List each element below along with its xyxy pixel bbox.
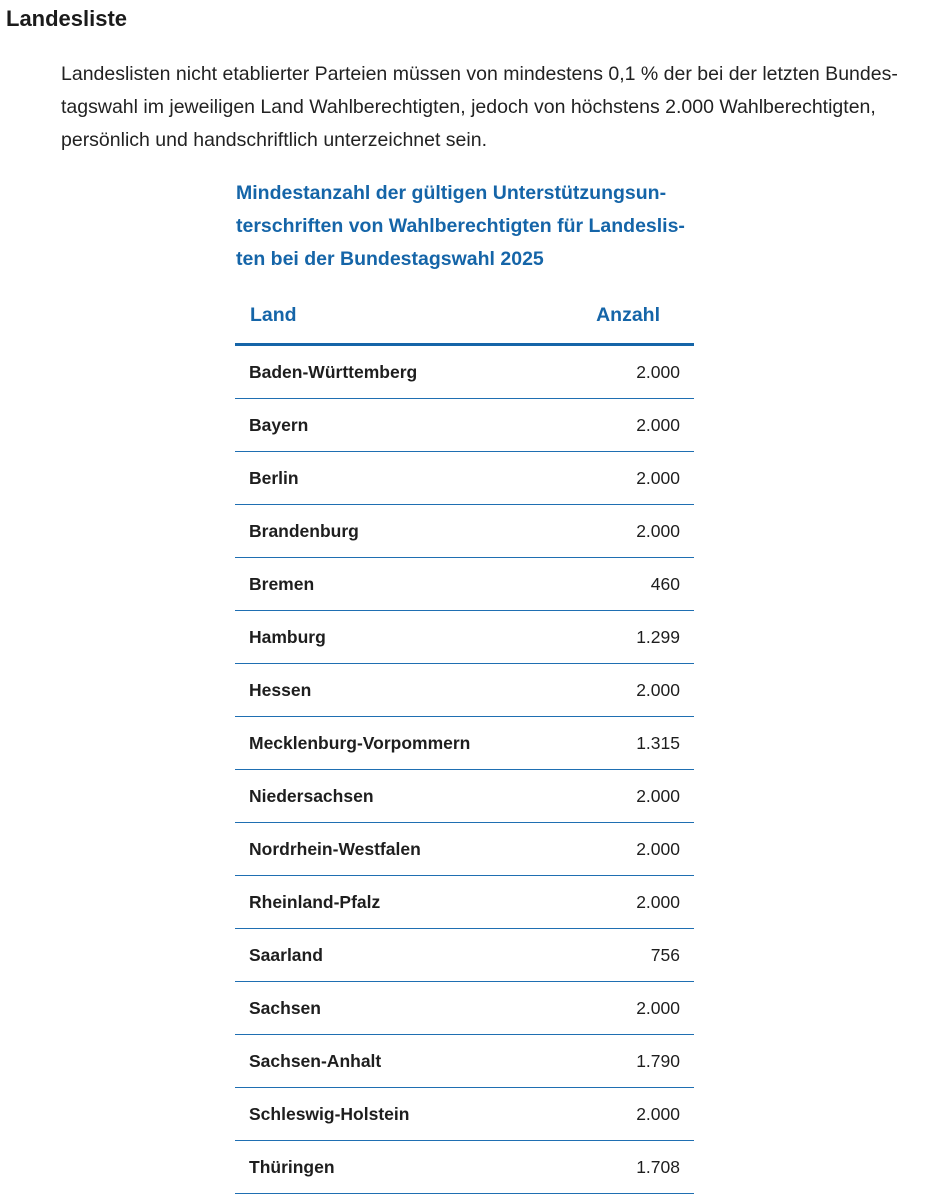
table-caption-line: Mindestanzahl der gültigen Unterstützungsun- — [236, 182, 667, 204]
cell-anzahl: 2.000 — [559, 345, 694, 399]
cell-land: Brandenburg — [235, 505, 559, 558]
table-caption-line: ten bei der Bundestagswahl 2025 — [236, 248, 544, 270]
cell-land: Schleswig-Holstein — [235, 1088, 559, 1141]
table-row — [235, 929, 694, 982]
cell-land: Saarland — [235, 929, 559, 982]
table-row — [235, 982, 694, 1035]
table-caption-line: terschriften von Wahlberechtigten für Landeslis- — [236, 215, 685, 237]
table-row — [235, 1088, 694, 1141]
signature-table — [235, 287, 694, 1194]
cell-anzahl: 2.000 — [559, 505, 694, 558]
table-row — [235, 399, 694, 452]
cell-land: Rheinland-Pfalz — [235, 876, 559, 929]
column-header-land: Land — [235, 287, 559, 345]
section-title: Landesliste — [6, 6, 128, 31]
table-row — [235, 664, 694, 717]
cell-land: Sachsen-Anhalt — [235, 1035, 559, 1088]
cell-anzahl: 1.708 — [559, 1141, 694, 1194]
cell-anzahl: 2.000 — [559, 399, 694, 452]
cell-anzahl: 2.000 — [559, 452, 694, 505]
cell-anzahl: 1.315 — [559, 717, 694, 770]
table-row — [235, 345, 694, 399]
cell-anzahl: 1.299 — [559, 611, 694, 664]
cell-anzahl: 2.000 — [559, 982, 694, 1035]
cell-land: Bayern — [235, 399, 559, 452]
intro-paragraph: Landeslisten nicht etablierter Parteien müssen von mindestens 0,1 % der bei der letzten Bundestagswahl im jeweiligen Land Wahlberechtigten, jedoch von höchstens 2.000 Wahlberechtigten, persönlich und handschriftlich unterzeichnet sein. — [61, 63, 898, 151]
table-row — [235, 611, 694, 664]
cell-anzahl: 460 — [559, 558, 694, 611]
cell-anzahl: 2.000 — [559, 770, 694, 823]
table-row — [235, 770, 694, 823]
cell-anzahl: 2.000 — [559, 876, 694, 929]
cell-land: Mecklenburg-Vorpommern — [235, 717, 559, 770]
cell-anzahl: 2.000 — [559, 1088, 694, 1141]
cell-anzahl: 756 — [559, 929, 694, 982]
cell-anzahl: 1.790 — [559, 1035, 694, 1088]
table-row — [235, 717, 694, 770]
cell-land: Berlin — [235, 452, 559, 505]
cell-land: Baden-Württemberg — [235, 345, 559, 399]
table-row — [235, 1035, 694, 1088]
table-row — [235, 505, 694, 558]
cell-land: Niedersachsen — [235, 770, 559, 823]
table-row — [235, 452, 694, 505]
table-row — [235, 1141, 694, 1194]
table-header-row — [235, 287, 694, 345]
column-header-anzahl: Anzahl — [559, 287, 694, 345]
table-caption — [236, 177, 706, 276]
table-row — [235, 876, 694, 929]
cell-anzahl: 2.000 — [559, 823, 694, 876]
cell-land: Nordrhein-Westfalen — [235, 823, 559, 876]
table-row — [235, 823, 694, 876]
cell-land: Hamburg — [235, 611, 559, 664]
table-row — [235, 558, 694, 611]
cell-land: Thüringen — [235, 1141, 559, 1194]
cell-land: Bremen — [235, 558, 559, 611]
cell-anzahl: 2.000 — [559, 664, 694, 717]
cell-land: Hessen — [235, 664, 559, 717]
cell-land: Sachsen — [235, 982, 559, 1035]
